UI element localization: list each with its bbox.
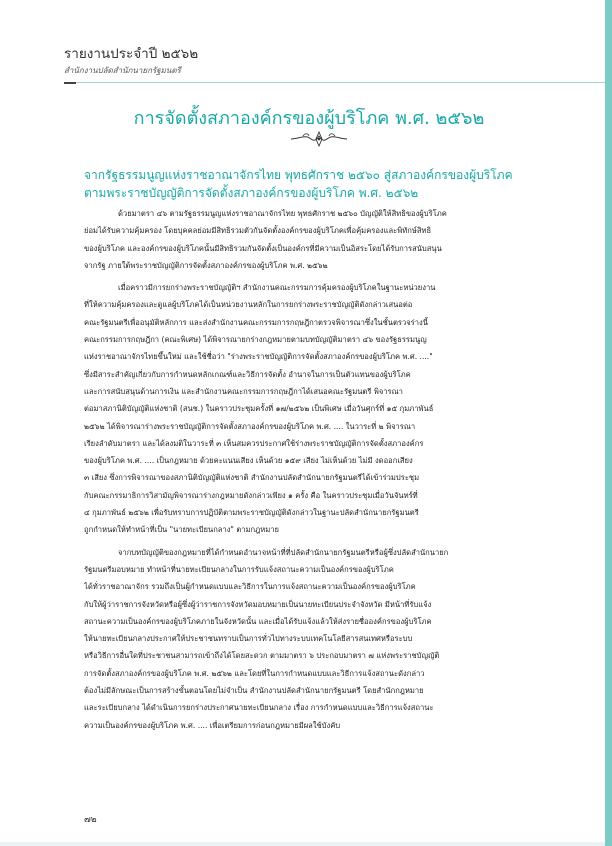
text-line: และการสนับสนุนด้านการเงิน และสำนักงานคณะกรรมการกฤษฎีกาได้เสนอคณะรัฐมนตรี พิจารณา	[84, 386, 403, 396]
text-line: สถานะความเป็นองค์กรของผู้บริโภคภายในจังหวัดนั้น และเมื่อได้รับแจ้งแล้วให้ส่งรายชื่อองค์กรของผู้บริโภค	[84, 616, 432, 626]
text-line: เมื่อคราวมีการยกร่างพระราชบัญญัติฯ สำนักงานคณะกรรมการคุ้มครองผู้บริโภคในฐานะหน่วยงาน	[118, 283, 436, 293]
text-line: หรือวิธีการอื่นใดที่ประชาชนสามารถเข้าถึงได้โดยสะดวก ตามมาตรา ๖ ประกอบมาตรา ๗ แห่งพระราชบัญญัติ	[84, 651, 440, 661]
organization-name: สำนักงานปลัดสำนักนายกรัฐมนตรี	[64, 66, 181, 75]
text-line: ได้ทั่วราชอาณาจักร รวมถึงเป็นผู้กำหนดแบบและวิธีการในการแจ้งสถานะความเป็นองค์กรของผู้บริโภค	[84, 582, 416, 592]
report-title: รายงานประจำปี ๒๕๖๒	[64, 46, 199, 62]
text-line: ๒๕๖๒ ได้พิจารณาร่างพระราชบัญญัติการจัดตั้งสภาองค์กรของผู้บริโภค พ.ศ. .... ในวาระที่ ๒ พิจารณา	[84, 421, 416, 431]
text-line: จากรัฐ ภายใต้พระราชบัญญัติการจัดตั้งสภาองค์กรของผู้บริโภค พ.ศ. ๒๕๖๒	[84, 260, 328, 270]
text-line: ด้วยมาตรา ๔๖ ตามรัฐธรรมนูญแห่งราชอาณาจักรไทย พุทธศักราช ๒๕๖๐ บัญญัติให้สิทธิของผู้บริโภค	[118, 209, 447, 218]
header-divider	[64, 82, 605, 83]
page-number: ๗๒	[84, 815, 97, 825]
text-line: ต้องไม่มีลักษณะเป็นการสร้างขั้นตอนโดยไม่จำเป็น สำนักงานปลัดสำนักนายกรัฐมนตรี โดยสำนักกฎหมาย	[84, 686, 424, 696]
side-color-bar	[605, 0, 612, 846]
page-title: การจัดตั้งสภาองค์กรของผู้บริโภค พ.ศ. ๒๕๖๒	[133, 108, 485, 129]
text-line: และระเบียบกลาง ได้ดำเนินการยกร่างประกาศนายทะเบียนกลาง เรื่อง การกำหนดแบบและวิธีการแจ้งสถานะ	[84, 703, 434, 713]
text-line: ถูกกำหนดให้ทำหน้าที่เป็น "นายทะเบียนกลาง" ตามกฎหมาย	[84, 525, 279, 535]
paragraph	[84, 205, 554, 274]
paragraph	[84, 279, 554, 538]
text-line: ซึ่งมีสาระสำคัญเกี่ยวกับการกำหนดหลักเกณฑ์และวิธีการจัดตั้ง อำนาจในการเป็นตัวแทนของผู้บริโภค	[84, 369, 411, 379]
subtitle-line: จากรัฐธรรมนูญแห่งราชอาณาจักรไทย พุทธศักราช ๒๕๖๐ สู่สภาองค์กรของผู้บริโภค	[84, 168, 513, 182]
text-line: ๓ เสียง ซึ่งการพิจารณาของสภานิติบัญญัติแห่งชาติ สำนักงานปลัดสำนักนายกรัฐมนตรีได้เข้าร่วมประชุม	[84, 473, 420, 483]
page-bottom-band	[0, 842, 605, 846]
text-line: ให้นายทะเบียนกลางประกาศให้ประชาชนทราบเป็นการทั่วไปทางระบบเทคโนโลยีสารสนเทศหรือระบบ	[84, 634, 413, 644]
text-line: ย่อมได้รับความคุ้มครอง โดยบุคคลย่อมมีสิทธิรวมตัวกันจัดตั้งองค์กรของผู้บริโภคเพื่อคุ้มครองและพิทักษ์สิทธิ	[84, 226, 432, 236]
text-line: คณะรัฐมนตรีเพื่ออนุมัติหลักการ และส่งสำนักงานคณะกรรมการกฤษฎีกาตรวจพิจารณาซึ่งในชั้นตรวจร่างนี้	[84, 317, 428, 327]
text-line: ๔ กุมภาพันธ์ ๒๕๖๒ เพื่อรับทราบการปฏิบัติตามพระราชบัญญัติดังกล่าวในฐานะปลัดสำนักนายกรัฐมนตรี	[84, 508, 419, 518]
paragraph	[84, 544, 554, 734]
ornament-divider-icon	[289, 130, 349, 148]
text-line: ต่อมาสภานิติบัญญัติแห่งชาติ (สนช.) ในคราวประชุมครั้งที่ ๑๗/๒๕๖๒ เป็นพิเศษ เมื่อวันศุกร์ที่ ๑๕ กุมภาพันธ์	[84, 404, 434, 414]
text-line: แห่งราชอาณาจักรไทยขึ้นใหม่ และใช้ชื่อว่า "ร่างพระราชบัญญัติการจัดตั้งสภาองค์กรของผู้บริโภค พ.ศ. ...."	[84, 352, 433, 362]
text-line: กับคณะกรรมาธิการวิสามัญพิจารณาร่างกฎหมายดังกล่าวเพียง ๑ ครั้ง คือ ในคราวประชุมเมื่อวันจันทร์ที่	[84, 490, 418, 500]
text-line: ของผู้บริโภค พ.ศ. .... เป็นกฎหมาย ด้วยคะแนนเสียง เห็นด้วย ๑๕๙ เสียง ไม่เห็นด้วย ไม่มี งดออกเสียง	[84, 456, 413, 466]
text-line: จากบทบัญญัติของกฎหมายที่ได้กำหนดอำนาจหน้าที่ที่ปลัดสำนักนายกรัฐมนตรีหรือผู้ซึ่งปลัดสำนักนายก	[118, 547, 449, 557]
text-line: รัฐมนตรีมอบหมาย ทำหน้าที่นายทะเบียนกลางในการรับแจ้งสถานะความเป็นองค์กรของผู้บริโภค	[84, 564, 394, 574]
section-subtitle	[84, 166, 554, 202]
body-text	[84, 205, 554, 734]
text-line: ความเป็นองค์กรของผู้บริโภค พ.ศ. .... เพื่อเตรียมการก่อนกฎหมายมีผลใช้บังคับ	[84, 720, 341, 730]
text-line: เรียงลำดับมาตรา และได้ลงมติในวาระที่ ๓ เห็นสมควรประกาศใช้ร่างพระราชบัญญัติการจัดตั้งสภาองค์กร	[84, 438, 424, 448]
running-header	[64, 46, 198, 77]
text-line: ของผู้บริโภค และองค์กรของผู้บริโภคนั้นมีสิทธิรวมกันจัดตั้งเป็นองค์กรที่มีความเป็นอิสระโดยได้รับการสนับสนุน	[84, 243, 442, 253]
header-divider-accent	[64, 82, 76, 84]
text-line: ที่ให้ความคุ้มครองและดูแลผู้บริโภคได้เป็นหน่วยงานหลักในการยกร่างพระราชบัญญัติดังกล่าวเสนอต่อ	[84, 300, 413, 310]
text-line: การจัดตั้งสภาองค์กรของผู้บริโภค พ.ศ. ๒๕๖๒ และโดยที่ในการกำหนดแบบและวิธีการแจ้งสถานะดังกล่าว	[84, 668, 425, 678]
text-line: คณะกรรมการกฤษฎีกา (คณะพิเศษ) ได้พิจารณายกร่างกฎหมายตามบทบัญญัติมาตรา ๔๖ ของรัฐธรรมนูญ	[84, 335, 427, 345]
subtitle-line: ตามพระราชบัญญัติการจัดตั้งสภาองค์กรของผู้บริโภค พ.ศ. ๒๕๖๒	[84, 186, 419, 200]
text-line: กับให้ผู้ว่าราชการจังหวัดหรือผู้ซึ่งผู้ว่าราชการจังหวัดมอบหมายเป็นนายทะเบียนประจำจังหวัด มีหน้าที่รับแจ้ง	[84, 599, 432, 609]
